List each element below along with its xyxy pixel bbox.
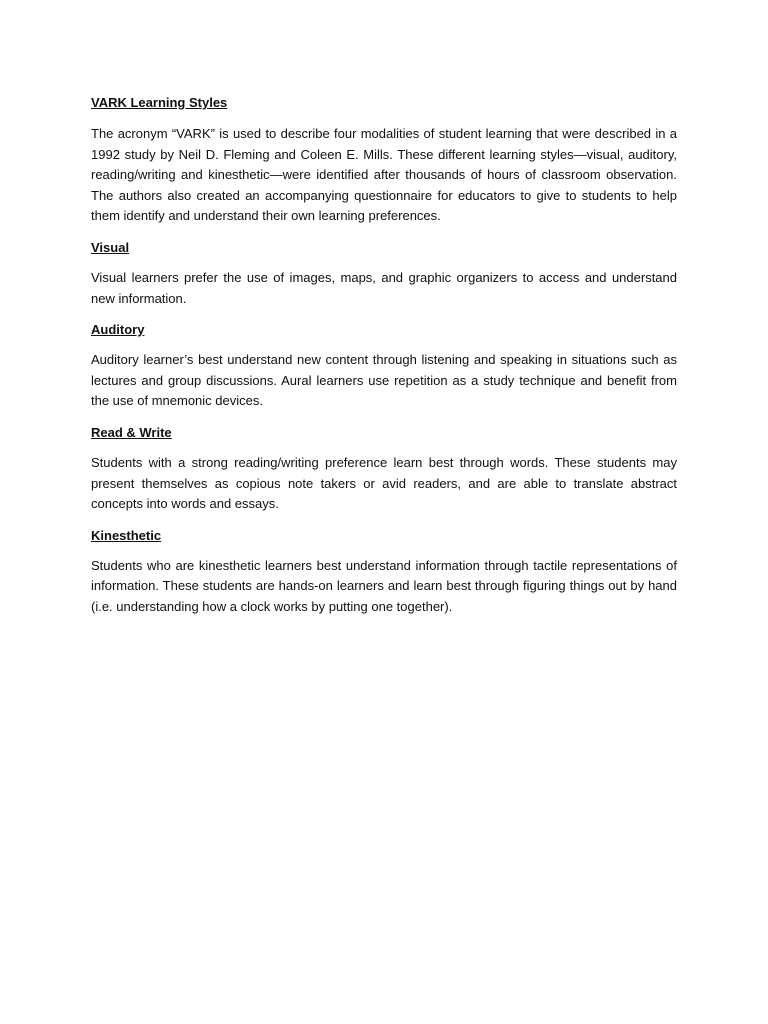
section-text-kinesthetic: Students who are kinesthetic learners best understand information through tactile representations of information. These students are hands-on learners and learn best through figuring things out by hand (i.e. understanding how a clock works by putting one together). xyxy=(91,557,677,614)
document-body xyxy=(91,93,677,618)
section-heading-visual: Visual xyxy=(91,239,130,255)
section-heading-kinesthetic: Kinesthetic xyxy=(91,527,162,543)
section-text-visual: Visual learners prefer the use of images, maps, and graphic organizers to access and understand new information. xyxy=(91,269,677,306)
section-heading-auditory: Auditory xyxy=(91,322,145,338)
document-title: VARK Learning Styles xyxy=(91,95,228,110)
section-text-auditory: Auditory learner’s best understand new content through listening and speaking in situations such as lectures and group discussions. Aural learners use repetition as a study technique and benefit from the use of mnemonic devices. xyxy=(91,352,677,409)
section-heading-read-write: Read & Write xyxy=(91,424,172,440)
intro-paragraph: The acronym “VARK” is used to describe four modalities of student learning that were described in a 1992 study by Neil D. Fleming and Coleen E. Mills. These different learning styles—visual, auditory, reading/writing and kinesthetic—were identified after thousands of hours of classroom observation. The authors also created an accompanying questionnaire for educators to give to students to help them identify and understand their own learning preferences. xyxy=(91,126,677,224)
section-text-read-write: Students with a strong reading/writing preference learn best through words. These students may present themselves as copious note takers or avid readers, and are able to translate abstract concepts into words and essays. xyxy=(91,454,677,512)
